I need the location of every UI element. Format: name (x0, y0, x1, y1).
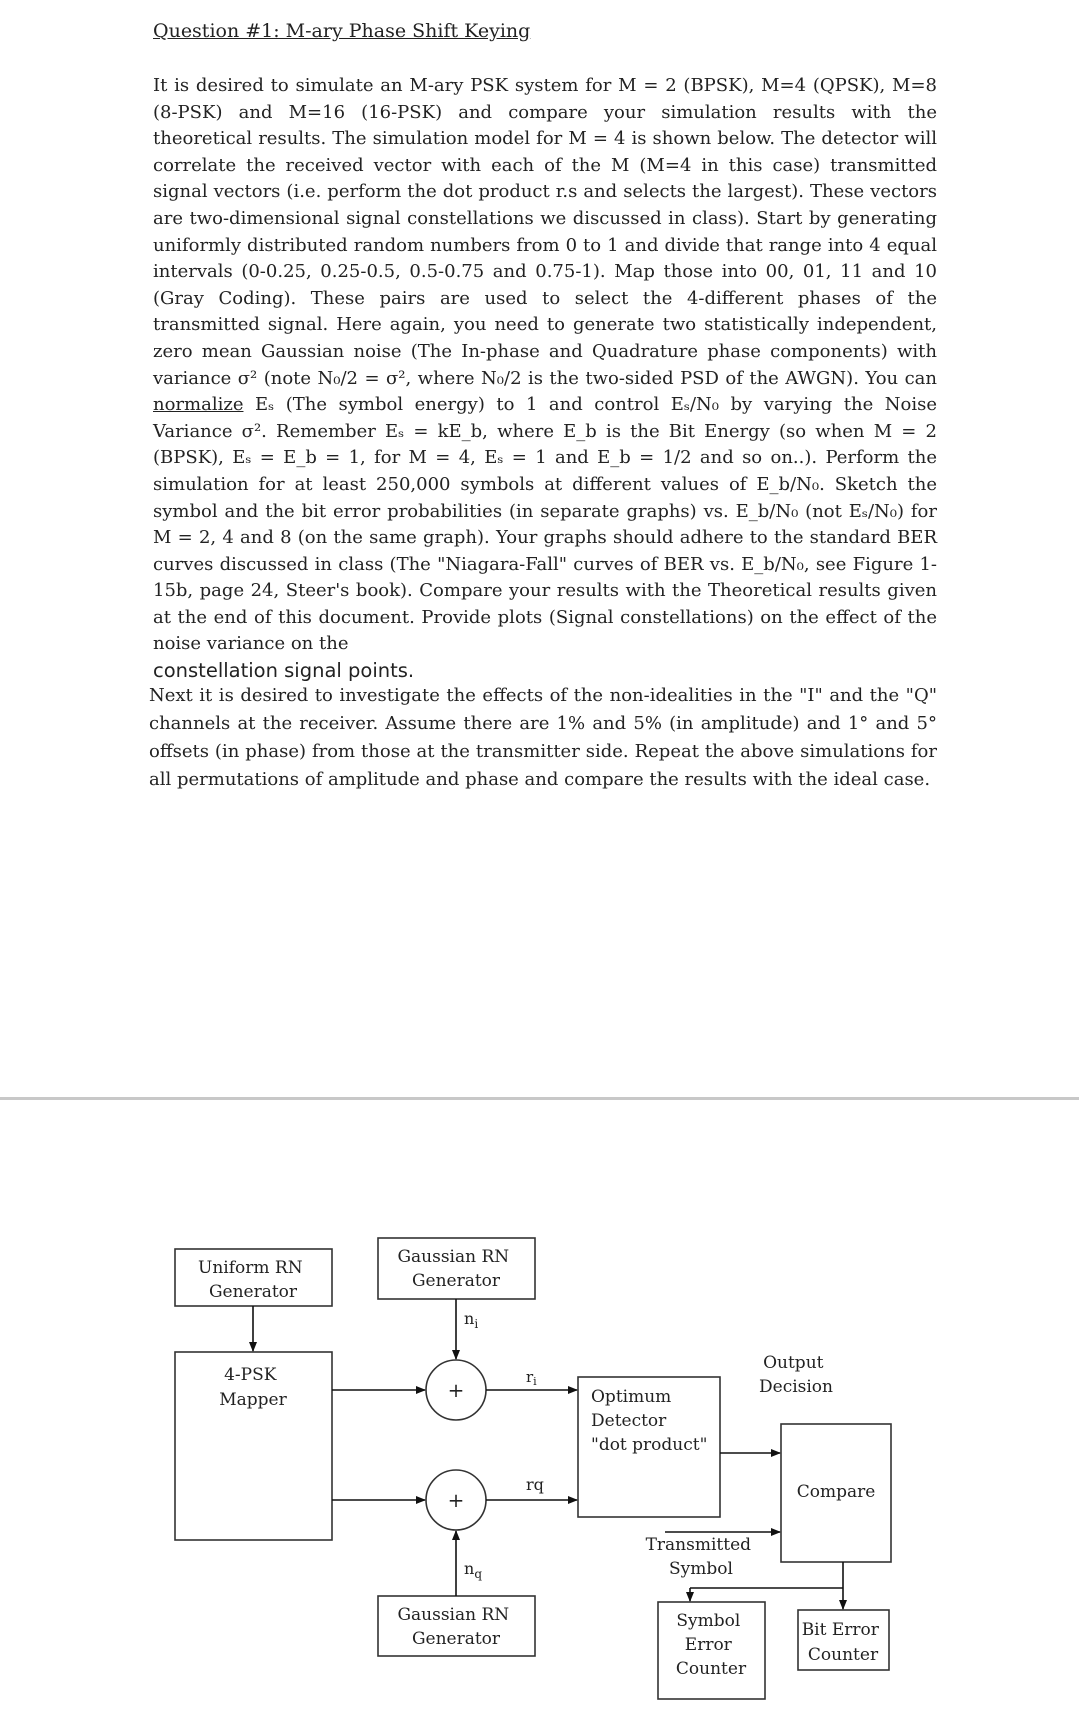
label-ni: $n_i$ (464, 1309, 479, 1331)
output-decision-label: Output Decision (759, 1353, 833, 1397)
adder-i-sign: + (447, 1378, 465, 1402)
mapper-label: 4-PSK Mapper (219, 1365, 287, 1410)
symbol-counter-label: Symbol Error Counter (675, 1611, 747, 1679)
bit-counter-label: Bit Error Counter (801, 1620, 879, 1665)
paragraph-2: Next it is desired to investigate the effects of the non-idealities in the "I" and the "Q" channels at the receiver. Assume there are 1% and 5% (in amplitude) and 1° and 5° offsets (in phase) from those at the transmitter side. Repeat the above simulations for all permutations of amplitude and phase and compare the results with the ideal case. (149, 685, 937, 790)
label-ri: $r_i$ (526, 1368, 537, 1388)
gaussian-bottom-label: Gaussian RN Generator (397, 1605, 510, 1649)
label-rq: rq (526, 1475, 544, 1494)
gaussian-top-label: Gaussian RN Generator (397, 1247, 510, 1291)
paragraph-1-text-a: It is desired to simulate an M-ary PSK system for M = 2 (BPSK), M=4 (QPSK), M=8 (8-PSK) and M=16 (16-PSK) and compare your simulation results with the theoretical results. The simulation model for M = 4 is shown below. The detector will correlate the received vector with each of the M (M=4 in this case) transmitted signal vectors (i.e. perform the dot product r.s and selects the largest). These vectors are two-dimensional signal constellations we discussed in class). Start by generating uniformly distributed random numbers from 0 to 1 and divide that range into 4 equal intervals (0-0.25, 0.25-0.5, 0.5-0.75 and 0.75-1). Map those into 00, 01, 11 and 10 (Gray Coding). These pairs are used to select the 4-different phases of the transmitted signal. Here again, you need to generate two statistically independent, zero mean Gaussian noise (The In-phase and Quadrature phase components) with variance σ² (note N₀/2 = σ², where N₀/2 is the two-sided PSD of the AWGN). You can (153, 75, 937, 389)
paragraph-1-text-b: Eₛ (The symbol energy) to 1 and control Eₛ/N₀ by varying the Noise Variance σ². Remember Eₛ = kE_b, where E_b is the Bit Energy (so when M = 2 (BPSK), Eₛ = E_b = 1, for M = 4, Eₛ = 1 and E_b = 1/2 and so on..). Perform the simulation for at least 250,000 symbols at different values of E_b/N₀. Sketch the symbol and the bit error probabilities (in separate graphs) vs. E_b/N₀ (not Eₛ/N₀) for M = 2, 4 and 8 (on the same graph). Your graphs should adhere to the standard BER curves discussed in class (The "Niagara-Fall" curves of BER vs. E_b/N₀, see Figure 1-15b, page 24, Steer's book). Compare your results with the Theoretical results given at the end of this document. Provide plots (Signal constellations) on the effect of the noise variance on the (153, 394, 937, 655)
question-title: Question #1: M-ary Phase Shift Keying (153, 20, 531, 42)
paragraph-1-last-line: constellation signal points. (153, 659, 415, 683)
detector-label: Optimum Detector "dot product" (591, 1387, 708, 1455)
transmitted-symbol-label: Transmitted Symbol (645, 1535, 752, 1579)
adder-q-sign: + (447, 1488, 465, 1512)
compare-label: Compare (796, 1482, 876, 1502)
normalize-word: normalize (153, 394, 244, 416)
uniform-rn-label: Uniform RN Generator (198, 1258, 303, 1302)
label-nq: $n_q$ (464, 1559, 482, 1581)
